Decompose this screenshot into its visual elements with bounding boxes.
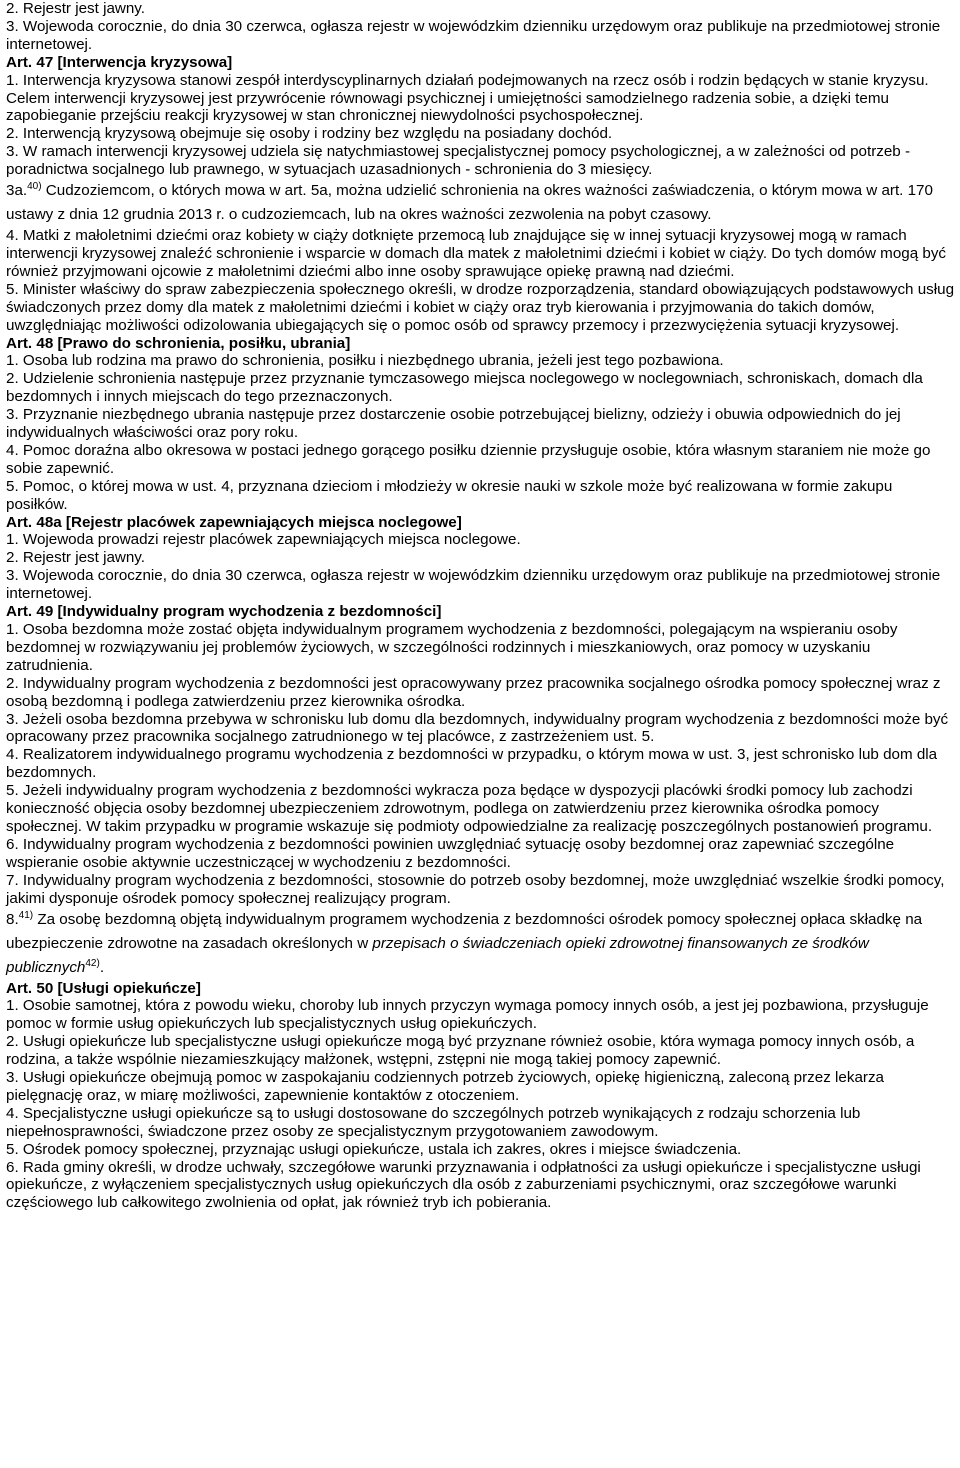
paragraph: 3. Usługi opiekuńcze obejmują pomoc w zaspokajaniu codziennych potrzeb życiowych, opiekę higieniczną, zaleconą przez lekarza pielęgnację oraz, w miarę możliwości, zapewnienie kontaktów z otoczeniem. xyxy=(6,1069,884,1104)
paragraph-number: 3a. xyxy=(6,182,28,200)
footnote-ref: 42) xyxy=(85,957,100,969)
paragraph-3a xyxy=(6,179,956,227)
paragraph: 5. Jeżeli indywidualny program wychodzenia z bezdomności wykracza poza będące w dyspozycji placówki środki pomocy lub zachodzi konieczność objęcia osoby bezdomnej ubezpieczeniem zdrowotnym, podlega on zatwierdzeniu przez kierownika ośrodka pomocy społecznej. W takim przypadku w programie wskazuje się podmioty odpowiedzialne za realizację poszczególnych postanowień programu. xyxy=(6,782,933,835)
paragraph: 1. Osobie samotnej, która z powodu wieku, choroby lub innych przyczyn wymaga pomocy innych osób, a jest jej pozbawiona, przysługuje pomoc w formie usług opiekuńczych lub specjalistycznych usług opiekuńczych. xyxy=(6,997,929,1033)
paragraph: 4. Specjalistyczne usługi opiekuńcze są to usługi dostosowane do szczególnych potrzeb wynikających z rodzaju schorzenia lub niepełnosprawności, świadczone przez osoby ze specjalistycznym przygotowaniem zawodowym. xyxy=(6,1104,861,1140)
paragraph: 5. Pomoc, o której mowa w ust. 4, przyznana dzieciom i młodzieży w okresie nauki w szkole może być realizowana w formie zakupu posiłków. xyxy=(6,477,893,513)
paragraph: 1. Wojewoda prowadzi rejestr placówek zapewniających miejsca noclegowe. xyxy=(6,531,521,549)
paragraph-text: Cudzoziemcom, o których mowa w art. 5a, można udzielić schronienia na okres ważności zaświadczenia, o którym mowa w art. 170 ustawy z dnia 12 grudnia 2013 r. o cudzoziemcach, lub na okres ważności zezwolenia na pobyt czasowy. xyxy=(6,182,933,224)
paragraph-8 xyxy=(6,908,956,980)
paragraph: 2. Indywidualny program wychodzenia z bezdomności jest opracowywany przez pracownika socjalnego ośrodka pomocy społecznej wraz z osobą bezdomną i podlega zatwierdzeniu przez kierownika ośrodka. xyxy=(6,674,941,710)
paragraph: 5. Ośrodek pomocy społecznej, przyznając usługi opiekuńcze, ustala ich zakres, okres i miejsce świadczenia. xyxy=(6,1140,742,1158)
paragraph: 3. W ramach interwencji kryzysowej udziela się natychmiastowej specjalistycznej pomocy psychologicznej, a w zależności od potrzeb - poradnictwa socjalnego lub prawnego, w sytuacjach uzasadnionych - schronienia do 3 miesięcy. xyxy=(6,143,911,179)
paragraph: 7. Indywidualny program wychodzenia z bezdomności, stosownie do potrzeb osoby bezdomnej, może uwzględniać wszelkie środki pomocy, jakimi dysponuje ośrodek pomocy społecznej realizujący program. xyxy=(6,871,945,907)
paragraph: 2. Interwencją kryzysową obejmuje się osoby i rodziny bez względu na posiadany dochód. xyxy=(6,125,613,143)
paragraph: 4. Matki z małoletnimi dziećmi oraz kobiety w ciąży dotknięte przemocą lub znajdujące się w innej sytuacji kryzysowej mogą w ramach interwencji kryzysowej znaleźć schronienie i wsparcie w domach dla matek z małoletnimi dziećmi i kobiet w ciąży. Do tych domów mogą być również przyjmowani ojcowie z małoletnimi dziećmi albo inne osoby sprawujące opiekę prawną nad dziećmi. xyxy=(6,227,947,280)
paragraph: 3. Przyznanie niezbędnego ubrania następuje przez dostarczenie osobie potrzebującej bielizny, odzieży i obuwia odpowiednich do jej indywidualnych właściwości oraz pory roku. xyxy=(6,406,901,442)
statute-reference: przepisach o świadczeniach opieki zdrowotnej finansowanych ze środków publicznych xyxy=(6,934,869,976)
paragraph: 3. Jeżeli osoba bezdomna przebywa w schronisku lub domu dla bezdomnych, indywidualny program wychodzenia z bezdomności może być opracowany przez pracownika socjalnego zatrudnionego w tej placówce, z zastrzeżeniem ust. 5. xyxy=(6,710,949,746)
article-heading-47: Art. 47 [Interwencja kryzysowa] xyxy=(6,53,233,71)
paragraph: 1. Osoba lub rodzina ma prawo do schronienia, posiłku i niezbędnego ubrania, jeżeli jest tego pozbawiona. xyxy=(6,352,724,370)
paragraph: 6. Indywidualny program wychodzenia z bezdomności powinien uwzględniać sytuację osoby bezdomnej oraz zapewniać szczególne wspieranie osobie aktywnie uczestniczącej w wychodzeniu z bezdomności. xyxy=(6,835,895,871)
paragraph: 3. Wojewoda corocznie, do dnia 30 czerwca, ogłasza rejestr w wojewódzkim dzienniku urzędowym oraz publikuje na przedmiotowej stronie internetowej. xyxy=(6,567,941,603)
article-heading-49: Art. 49 [Indywidualny program wychodzenia z bezdomności] xyxy=(6,603,442,621)
paragraph: 2. Usługi opiekuńcze lub specjalistyczne usługi opiekuńcze mogą być przyznane również osobie, która wymaga pomocy innych osób, a rodzina, a także wspólnie niezamieszkujący małżonek, wstępni, zstępni nie mogą takiej pomocy zapewnić. xyxy=(6,1033,915,1069)
paragraph: 3. Wojewoda corocznie, do dnia 30 czerwca, ogłasza rejestr w wojewódzkim dzienniku urzędowym oraz publikuje na przedmiotowej stronie internetowej. xyxy=(6,17,941,53)
paragraph: 2. Rejestr jest jawny. xyxy=(6,0,145,17)
footnote-ref: 41) xyxy=(18,909,34,921)
paragraph: 5. Minister właściwy do spraw zabezpieczenia społecznego określi, w drodze rozporządzenia, standard obowiązujących podstawowych usług świadczonych przez domy dla matek z małoletnimi dziećmi i kobiet w ciąży oraz tryb kierowania i przyjmowania do takich domów, uwzględniając możliwości odizolowania ubiegających się o pomoc osób od sprawcy przemocy i przezwyciężenia sytuacji kryzysowej. xyxy=(6,280,955,334)
footnote-ref: 40) xyxy=(27,181,42,192)
paragraph-end: . xyxy=(99,958,105,976)
paragraph-number: 8. xyxy=(6,910,19,928)
article-heading-48a: Art. 48a [Rejestr placówek zapewniających miejsca noclegowe] xyxy=(6,513,462,531)
paragraph: 4. Pomoc doraźna albo okresowa w postaci jednego gorącego posiłku dziennie przysługuje osobie, która własnym staraniem nie może go sobie zapewnić. xyxy=(6,441,931,477)
paragraph: 4. Realizatorem indywidualnego programu wychodzenia z bezdomności w przypadku, o którym mowa w ust. 3, jest schronisko lub dom dla bezdomnych. xyxy=(6,746,938,782)
paragraph: 1. Osoba bezdomna może zostać objęta indywidualnym programem wychodzenia z bezdomności, polegającym na wspieraniu osoby bezdomnej w rozwiązywaniu jej problemów życiowych, w szczególności rodzinnych i mieszkaniowych, oraz pomocy w uzyskaniu zatrudnienia. xyxy=(6,621,898,674)
article-heading-48: Art. 48 [Prawo do schronienia, posiłku, ubrania] xyxy=(6,334,351,352)
article-heading-50: Art. 50 [Usługi opiekuńcze] xyxy=(6,979,201,997)
paragraph: 2. Rejestr jest jawny. xyxy=(6,549,145,567)
paragraph-text: Za osobę bezdomną objętą indywidualnym programem wychodzenia z bezdomności ośrodek pomocy społecznej opłaca składkę na ubezpieczenie zdrowotne na zasadach określonych w xyxy=(6,910,923,952)
paragraph: 6. Rada gminy określi, w drodze uchwały, szczegółowe warunki przyznawania i odpłatności za usługi opiekuńcze i specjalistyczne usługi opiekuńcze, z wyłączeniem specjalistycznych usług opiekuńczych dla osób z zaburzeniami psychicznymi, oraz szczegółowe warunki częściowego lub całkowitego zwolnienia od opłat, jak również tryb ich pobierania. xyxy=(6,1158,921,1212)
paragraph: 1. Interwencja kryzysowa stanowi zespół interdyscyplinarnych działań podejmowanych na rzecz osób i rodzin będących w stanie kryzysu. Celem interwencji kryzysowej jest przywrócenie równowagi psychicznej i umiejętności samodzielnego radzenia sobie, a dzięki temu zapobieganie przejściu reakcji kryzysowej w stan chronicznej niewydolności psychospołecznej. xyxy=(6,71,929,125)
paragraph: 2. Udzielenie schronienia następuje przez przyznanie tymczasowego miejsca noclegowego w noclegowniach, schroniskach, domach dla bezdomnych i innych miejscach do tego przeznaczonych. xyxy=(6,370,923,406)
